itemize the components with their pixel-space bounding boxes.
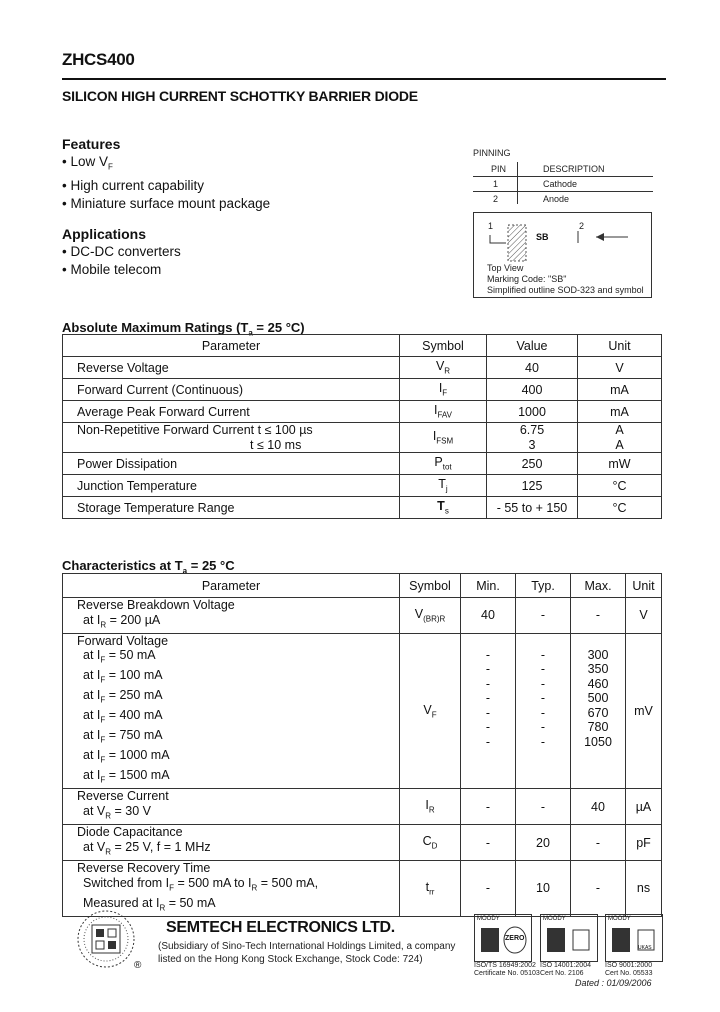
value-cell: - 55 to + 150 [487, 497, 578, 519]
symbol-cell: $I_{FSM}$ [400, 423, 487, 453]
symbol-cell: $T_s$ [400, 497, 487, 519]
unit-cell: mW [578, 453, 662, 475]
table-row [63, 861, 662, 917]
certification-caption: ISO 14001:2004 Cert No. 2106 [540, 962, 591, 977]
header-cell: Parameter [63, 335, 400, 357]
certification-badge: MOODY [540, 914, 598, 962]
certification-caption: ISO/TS 16949:2002 Certificate No. 05103 [474, 962, 540, 977]
unit-cell: °C [578, 497, 662, 519]
max-cell: - [571, 861, 626, 917]
table-row [63, 453, 662, 475]
moody-logo-icon [610, 924, 658, 958]
table-row [63, 825, 662, 861]
param-cell: Reverse Voltage [63, 357, 400, 379]
header-cell: Unit [578, 335, 662, 357]
features-list [62, 153, 270, 213]
param-cell: Reverse Current at $V_R = 30$ V [63, 789, 400, 825]
unit-cell: ns [626, 861, 662, 917]
value-cell: 400 [487, 379, 578, 401]
typ-cell: - [516, 598, 571, 634]
table-row [63, 401, 662, 423]
min-cell: - [461, 861, 516, 917]
pin-description: Cathode [543, 179, 578, 189]
characteristics-table [62, 573, 662, 917]
features-heading: Features [62, 136, 121, 152]
company-subsidiary-note: (Subsidiary of Sino-Tech International Holdings Limited, a company listed on the Hong Kong Stock Exchange, Stock Code: 724) [158, 941, 456, 965]
document-title: ZHCS400 [62, 50, 135, 69]
max-cell: - [571, 598, 626, 634]
min-cell: 40 [461, 598, 516, 634]
symbol-cell: $I_{FAV}$ [400, 401, 487, 423]
symbol-pin2: 2 [579, 221, 585, 231]
semtech-logo-icon [76, 908, 136, 970]
typ-cell: - - - - - - - [516, 633, 571, 789]
abs-max-heading: Absolute Maximum Ratings ($T_a = 25$ °C) [62, 320, 305, 338]
symbol-cell: $t_{rr}$ [400, 861, 461, 917]
unit-cell: V [626, 598, 662, 634]
value-cell: 40 [487, 357, 578, 379]
table-row [63, 598, 662, 634]
header-cell: Value [487, 335, 578, 357]
symbol-cell: $V_{(BR)R}$ [400, 598, 461, 634]
min-cell: - [461, 825, 516, 861]
unit-cell: µA [626, 789, 662, 825]
company-name: SEMTECH ELECTRONICS LTD. [166, 919, 395, 936]
document-subtitle: SILICON HIGH CURRENT SCHOTTKY BARRIER DIODE [62, 88, 418, 104]
pinning-table [473, 148, 653, 206]
param-cell: Forward Current (Continuous) [63, 379, 400, 401]
symbol-cell: $P_{tot}$ [400, 453, 487, 475]
param-cell: Average Peak Forward Current [63, 401, 400, 423]
param-cell: Junction Temperature [63, 475, 400, 497]
unit-cell: mA [578, 379, 662, 401]
applications-list [62, 243, 181, 279]
pinning-heading: PINNING [473, 148, 511, 158]
applications-heading: Applications [62, 226, 147, 242]
feature-item: • High current capability [62, 177, 205, 193]
symbol-pin1: 1 [488, 221, 494, 231]
desc-col-header: DESCRIPTION [543, 164, 605, 174]
param-cell: Non-Repetitive Forward Current t ≤ 100 µs t ≤ 10 ms [63, 423, 400, 453]
dated-label: Dated : 01/09/2006 [575, 978, 652, 988]
application-item: • DC-DC converters [62, 244, 181, 259]
abs-max-table [62, 334, 662, 519]
table-row [63, 497, 662, 519]
symbol-notes: Top View Marking Code: "SB" Simplified outline SOD-323 and symbol [487, 263, 644, 295]
marking-label: SB [536, 232, 549, 242]
header-cell: Parameter [63, 574, 400, 598]
table-row [63, 789, 662, 825]
param-cell: Reverse Breakdown Voltage at $I_R = 200$ µA [63, 598, 400, 634]
table-row [63, 357, 662, 379]
header-cell: Unit [626, 574, 662, 598]
symbol-cell: $I_R$ [400, 789, 461, 825]
symbol-cell: $T_j$ [400, 475, 487, 497]
table-header-row [63, 574, 662, 598]
pin-col-header: PIN [491, 164, 507, 174]
header-cell: Symbol [400, 574, 461, 598]
param-cell: Diode Capacitance at $V_R = 25$ V, f = 1 MHz [63, 825, 400, 861]
symbol-cell: $V_R$ [400, 357, 487, 379]
moody-logo-icon [545, 924, 593, 958]
feature-item: • Low $V_F$ [62, 154, 113, 172]
max-cell: - [571, 825, 626, 861]
unit-cell: V [578, 357, 662, 379]
table-row [63, 633, 662, 789]
symbol-cell: $C_D$ [400, 825, 461, 861]
min-cell: - [461, 789, 516, 825]
max-cell: 300 350 460 500 670 780 1050 [571, 633, 626, 789]
characteristics-heading: Characteristics at $T_a = 25$ °C [62, 558, 235, 576]
unit-cell: mA [578, 401, 662, 423]
header-cell: Symbol [400, 335, 487, 357]
certification-badge: MOODY UKAS [605, 914, 663, 962]
value-cell: 1000 [487, 401, 578, 423]
pin-description: Anode [543, 194, 570, 204]
unit-cell: A A [578, 423, 662, 453]
registered-mark: ® [134, 960, 142, 971]
param-cell: Storage Temperature Range [63, 497, 400, 519]
value-cell: 125 [487, 475, 578, 497]
pin-number: 1 [493, 179, 499, 189]
header-cell: Typ. [516, 574, 571, 598]
table-row [63, 423, 662, 453]
value-cell: 6.75 3 [487, 423, 578, 453]
symbol-cell: $V_F$ [400, 633, 461, 789]
unit-cell: °C [578, 475, 662, 497]
unit-cell: mV [626, 633, 662, 789]
typ-cell: 20 [516, 825, 571, 861]
table-header-row [63, 335, 662, 357]
param-cell: Reverse Recovery Time Switched from $I_F = 500$ mA to $I_R = 500$ mA, Measured at $I_R = 50$ mA [63, 861, 400, 917]
typ-cell: - [516, 789, 571, 825]
table-row [63, 379, 662, 401]
param-cell: Power Dissipation [63, 453, 400, 475]
title-rule [62, 78, 666, 80]
package-symbol-box [473, 212, 652, 298]
certification-badge: MOODY ZERO [474, 914, 532, 962]
unit-cell: pF [626, 825, 662, 861]
certification-caption: ISO 9001:2000 Cert No. 05533 [605, 962, 653, 977]
param-cell: Forward Voltage at $I_F = 50$ mA at $I_F = 100$ mA at $I_F = 250$ mA at $I_F = 400$ mA at $I_F = 750$ mA at $I_F = 1000$ mA at $I_F = 1500$ mA [63, 633, 400, 789]
symbol-cell: $I_F$ [400, 379, 487, 401]
package-outline-icon [488, 223, 638, 263]
feature-item: • Miniature surface mount package [62, 195, 271, 211]
header-cell: Max. [571, 574, 626, 598]
header-cell: Min. [461, 574, 516, 598]
max-cell: 40 [571, 789, 626, 825]
pin-number: 2 [493, 194, 499, 204]
value-cell: 250 [487, 453, 578, 475]
application-item: • Mobile telecom [62, 262, 162, 277]
min-cell: - - - - - - - [461, 633, 516, 789]
table-row [63, 475, 662, 497]
typ-cell: 10 [516, 861, 571, 917]
